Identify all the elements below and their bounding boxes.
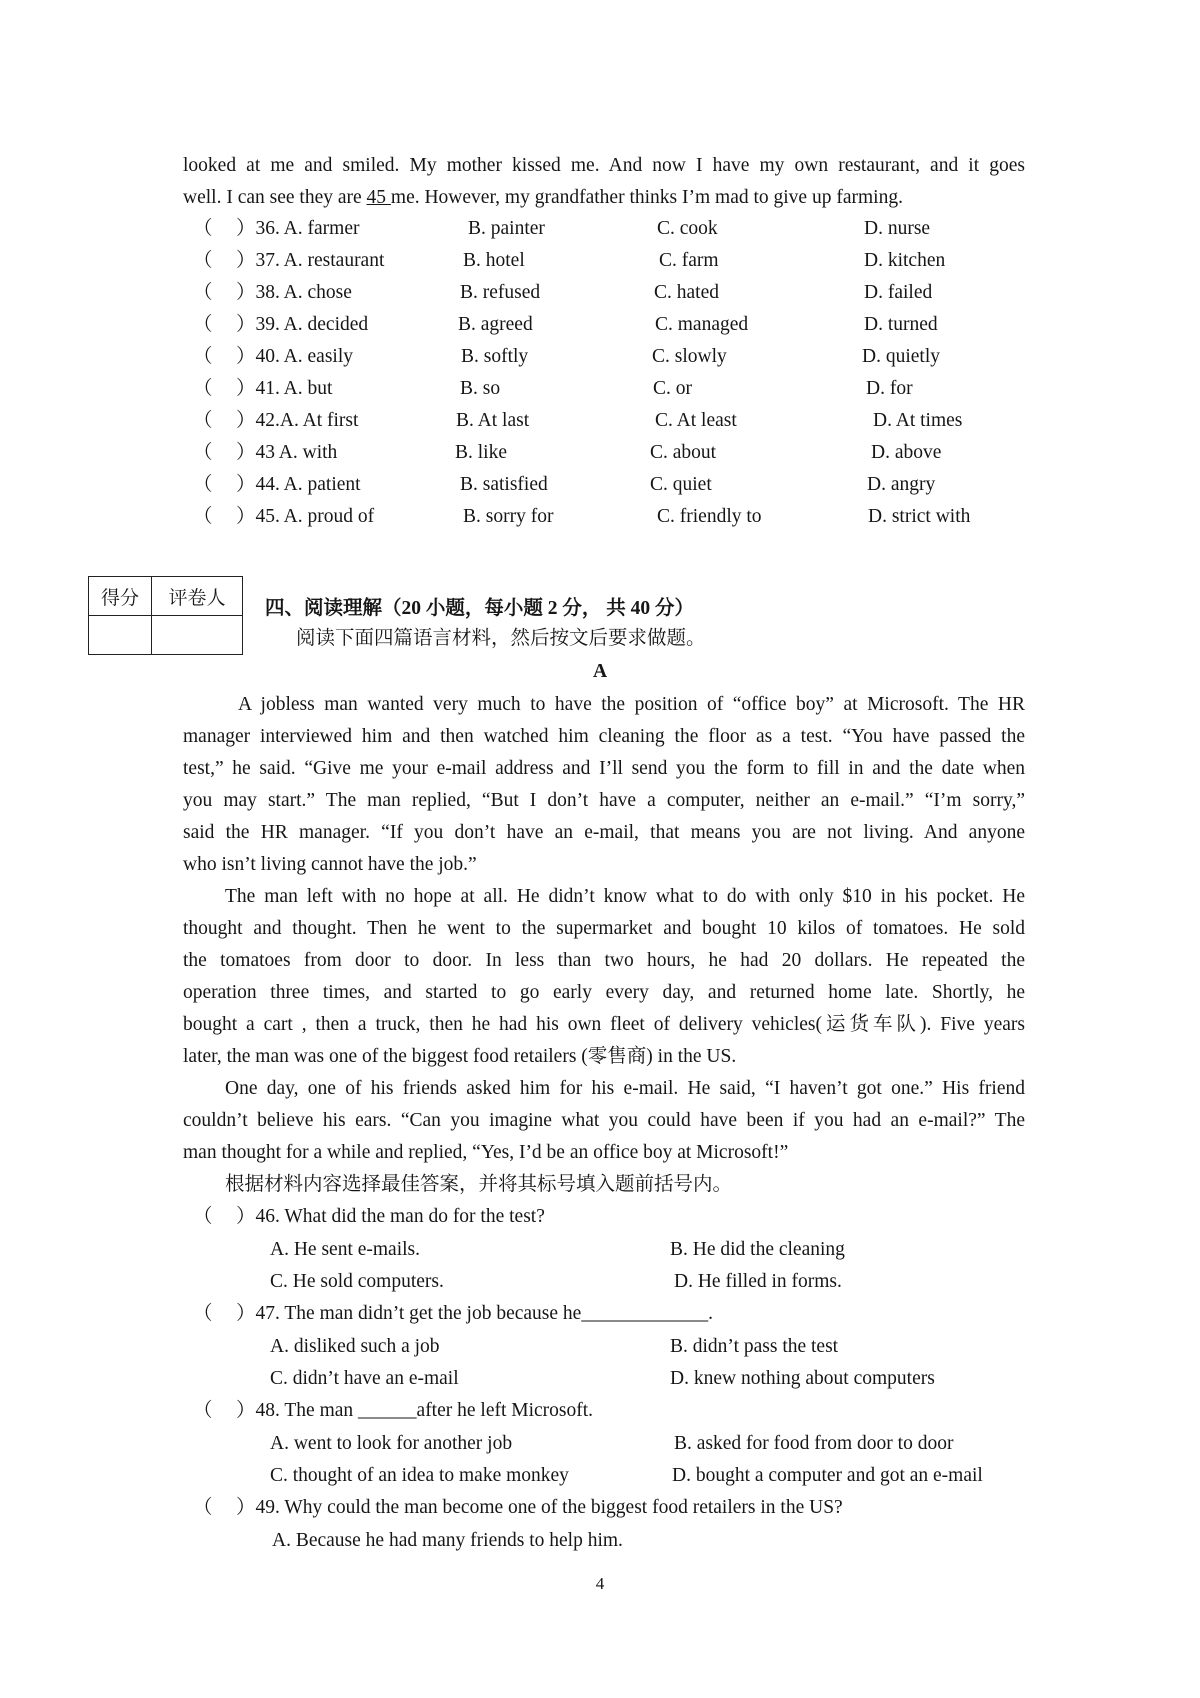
option-b: B. painter [468, 218, 545, 239]
option-c: C. didn’t have an e-mail [270, 1368, 459, 1389]
question-stem: ）49. Why could the man become one of the biggest food retailers in the US? [236, 1497, 843, 1518]
option-c: C. He sold computers. [270, 1271, 444, 1292]
option-a: ）37. A. restaurant [236, 250, 385, 271]
passage-line: looked at me and smiled. My mother kissed me. And now I have my own restaurant, and it goes [183, 155, 1025, 176]
option-c: C. slowly [652, 346, 727, 367]
answer-paren[interactable]: （ [193, 474, 213, 495]
passage-line: couldn’t believe his ears. “Can you imagine what you could have been if you had an e-mail?” The [183, 1110, 1025, 1131]
passage-line: thought and thought. Then he went to the supermarket and bought 10 kilos of tomatoes. He sold [183, 918, 1025, 939]
answer-paren[interactable]: （ [193, 282, 213, 303]
passage-line: test,” he said. “Give me your e-mail address and I’ll send you the form to fill in and the date when [183, 758, 1025, 779]
passage-line: the tomatoes from door to door. In less than two hours, he had 20 dollars. He repeated the [183, 950, 1025, 971]
passage-line: One day, one of his friends asked him for his e-mail. He said, “I haven’t got one.” His friend [225, 1078, 1025, 1099]
option-c: C. hated [654, 282, 719, 303]
option-a: A. Because he had many friends to help him. [272, 1530, 623, 1551]
score-table [88, 576, 243, 655]
option-b: B. At last [456, 410, 530, 431]
option-b: B. like [455, 442, 507, 463]
answer-paren[interactable]: （ [193, 1206, 213, 1227]
option-a: ）39. A. decided [236, 314, 369, 335]
grader-cell[interactable] [152, 616, 243, 655]
option-a: A. went to look for another job [270, 1433, 513, 1454]
answer-paren[interactable]: （ [193, 506, 213, 527]
option-d: D. knew nothing about computers [670, 1368, 935, 1389]
option-a: ）43 A. with [236, 442, 338, 463]
passage-line: operation three times, and started to go early every day, and returned home late. Shortly, he [183, 982, 1025, 1003]
option-d: D. failed [864, 282, 933, 303]
section-heading: 四、阅读理解（20 小题，每小题 2 分， 共 40 分） [265, 598, 695, 619]
option-c: C. or [653, 378, 692, 399]
option-b: B. He did the cleaning [670, 1239, 845, 1260]
option-a: ）41. A. but [236, 378, 333, 399]
option-c: C. friendly to [657, 506, 762, 527]
passage-line: man thought for a while and replied, “Yes, I’d be an office boy at Microsoft!” [183, 1142, 789, 1163]
answer-paren[interactable]: （ [193, 442, 213, 463]
question-instruction: 根据材料内容选择最佳答案，并将其标号填入题前括号内。 [225, 1174, 733, 1195]
option-d: D. nurse [864, 218, 931, 239]
option-c: C. At least [655, 410, 737, 431]
option-c: C. about [650, 442, 717, 463]
option-d: D. for [866, 378, 913, 399]
page-number: 4 [595, 1574, 605, 1593]
answer-paren[interactable]: （ [193, 1497, 213, 1518]
answer-paren[interactable]: （ [193, 314, 213, 335]
option-c: C. quiet [650, 474, 712, 495]
option-a: A. disliked such a job [270, 1336, 440, 1357]
option-c: C. thought of an idea to make monkey [270, 1465, 569, 1486]
option-b: B. refused [460, 282, 541, 303]
question-stem: ）47. The man didn’t get the job because he_____________. [236, 1303, 713, 1324]
answer-paren[interactable]: （ [193, 346, 213, 367]
section-instruction: 阅读下面四篇语言材料，然后按文后要求做题。 [296, 628, 706, 649]
option-b: B. agreed [458, 314, 533, 335]
option-b: B. so [460, 378, 501, 399]
option-c: C. managed [655, 314, 749, 335]
option-a: ）42.A. At first [236, 410, 359, 431]
answer-paren[interactable]: （ [193, 250, 213, 271]
option-a: ）45. A. proud of [236, 506, 375, 527]
option-d: D. At times [873, 410, 963, 431]
option-d: D. above [871, 442, 942, 463]
option-a: A. He sent e-mails. [270, 1239, 421, 1260]
passage-line: The man left with no hope at all. He didn’t know what to do with only $10 in his pocket. He [225, 886, 1025, 907]
answer-paren[interactable]: （ [193, 378, 213, 399]
question-stem: ）46. What did the man do for the test? [236, 1206, 545, 1227]
passage-line: you may start.” The man replied, “But I don’t have a computer, neither an e-mail.” “I’m sorry,” [183, 790, 1025, 811]
option-a: ）36. A. farmer [236, 218, 360, 239]
option-a: ）44. A. patient [236, 474, 361, 495]
option-b: B. hotel [463, 250, 525, 271]
option-b: B. didn’t pass the test [670, 1336, 839, 1357]
option-d: D. strict with [868, 506, 971, 527]
option-d: D. kitchen [864, 250, 946, 271]
passage-line: manager interviewed him and then watched him cleaning the floor as a test. “You have passed the [183, 726, 1025, 747]
passage-title: A [592, 661, 608, 682]
option-d: D. bought a computer and got an e-mail [672, 1465, 983, 1486]
question-stem: ）48. The man ______after he left Microsoft. [236, 1400, 594, 1421]
option-c: C. cook [657, 218, 718, 239]
passage-line: said the HR manager. “If you don’t have an e-mail, that means you are not living. And anyone [183, 822, 1025, 843]
passage-line: who isn’t living cannot have the job.” [183, 854, 477, 875]
passage-text: me. However, my grandfather thinks I’m mad to give up farming. [390, 187, 903, 208]
score-header: 得分 [89, 577, 152, 616]
passage-line [183, 185, 1025, 211]
option-b: B. satisfied [460, 474, 548, 495]
answer-paren[interactable]: （ [193, 1400, 213, 1421]
passage-line: A jobless man wanted very much to have the position of “office boy” at Microsoft. The HR [238, 694, 1025, 715]
option-d: D. turned [864, 314, 938, 335]
grader-header: 评卷人 [152, 577, 243, 616]
passage-line: bought a cart , then a truck, then he had his own fleet of delivery vehicles(运货车队). Five years [183, 1014, 1025, 1035]
passage-text: well. I can see they are [183, 187, 367, 208]
option-a: ）38. A. chose [236, 282, 352, 303]
option-b: B. sorry for [463, 506, 554, 527]
option-b: B. asked for food from door to door [674, 1433, 954, 1454]
answer-paren[interactable]: （ [193, 1303, 213, 1324]
blank-45: 45 [366, 187, 391, 208]
answer-paren[interactable]: （ [193, 218, 213, 239]
score-cell[interactable] [89, 616, 152, 655]
option-d: D. quietly [862, 346, 940, 367]
answer-paren[interactable]: （ [193, 410, 213, 431]
option-d: D. angry [867, 474, 936, 495]
passage-line: later, the man was one of the biggest food retailers (零售商) in the US. [183, 1046, 737, 1067]
option-b: B. softly [461, 346, 529, 367]
option-a: ）40. A. easily [236, 346, 353, 367]
option-c: C. farm [659, 250, 719, 271]
option-d: D. He filled in forms. [674, 1271, 842, 1292]
